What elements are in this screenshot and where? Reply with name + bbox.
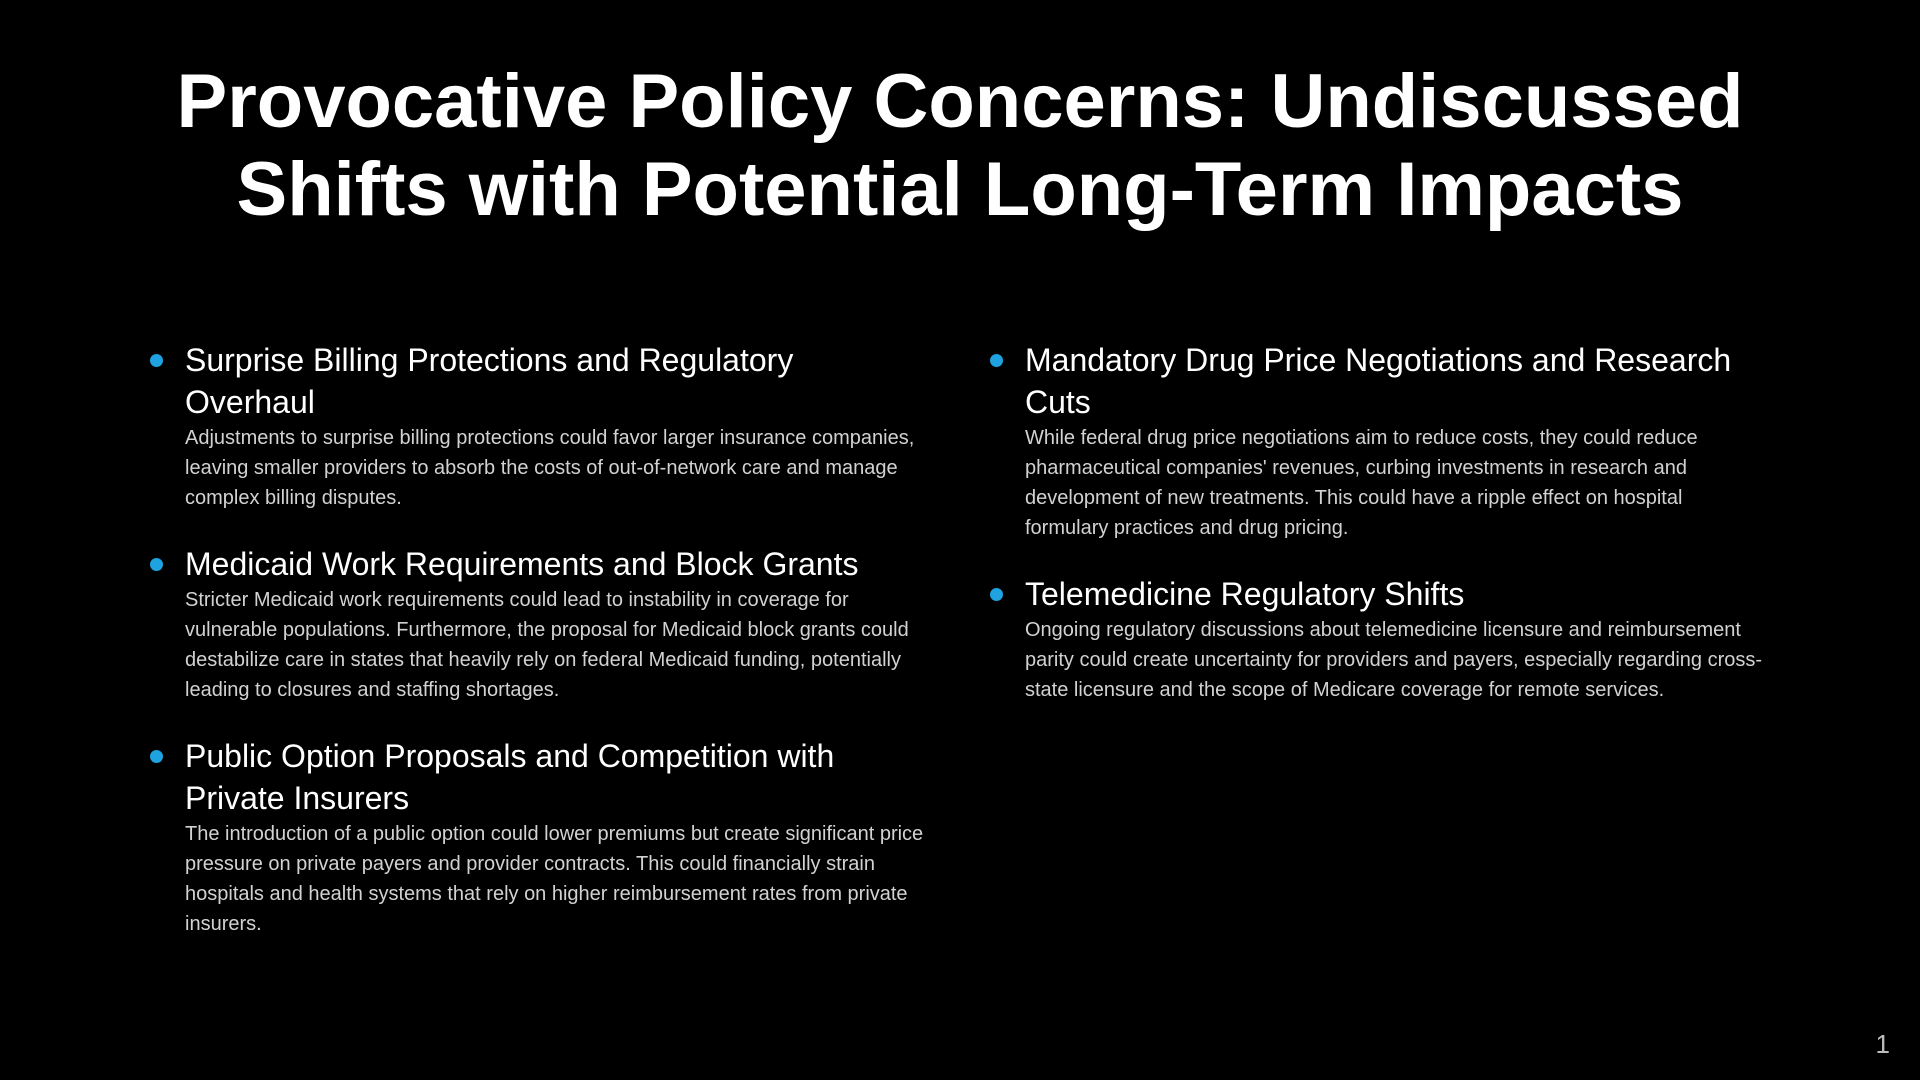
bullet-dot-icon (150, 354, 163, 367)
bullet-dot-icon (990, 354, 1003, 367)
right-column (988, 339, 1768, 735)
item-body: Ongoing regulatory discussions about telemedicine licensure and reimbursement parity could create uncertainty for providers and payers, especially regarding cross-state licensure and the scope of Medicare coverage for remote services. (1025, 619, 1763, 701)
bullet-item (148, 735, 928, 939)
item-body: Adjustments to surprise billing protections could favor larger insurance companies, leaving smaller providers to absorb the costs of out-of-network care and manage complex billing disputes. (185, 427, 915, 509)
bullet-item (988, 339, 1768, 543)
bullet-item (148, 543, 928, 705)
bullet-dot-icon (150, 558, 163, 571)
bullet-item (148, 339, 928, 513)
bullet-dot-icon (150, 750, 163, 763)
item-heading: Public Option Proposals and Competition with Private Insurers (185, 738, 835, 816)
page-number: 1 (1875, 1029, 1890, 1059)
bullet-dot-icon (990, 588, 1003, 601)
item-body: Stricter Medicaid work requirements could lead to instability in coverage for vulnerable populations. Furthermore, the proposal for Medicaid block grants could destabilize care in states that heavily rely on federal Medicaid funding, potentially leading to closures and staffing shortages. (185, 589, 909, 701)
item-heading: Surprise Billing Protections and Regulatory Overhaul (185, 342, 794, 420)
slide-title: Provocative Policy Concerns: Undiscussed Shifts with Potential Long-Term Impacts (176, 59, 1744, 232)
left-column (148, 339, 928, 969)
bullet-item (988, 573, 1768, 705)
item-heading: Telemedicine Regulatory Shifts (1025, 576, 1465, 612)
item-body: The introduction of a public option could lower premiums but create significant price pressure on private payers and provider contracts. This could financially strain hospitals and health systems that rely on higher reimbursement rates from private insurers. (185, 823, 924, 935)
item-heading: Mandatory Drug Price Negotiations and Research Cuts (1025, 342, 1732, 420)
item-heading: Medicaid Work Requirements and Block Grants (185, 546, 859, 582)
item-body: While federal drug price negotiations aim to reduce costs, they could reduce pharmaceutical companies' revenues, curbing investments in research and development of new treatments. This could have a ripple effect on hospital formulary practices and drug pricing. (1025, 427, 1698, 539)
